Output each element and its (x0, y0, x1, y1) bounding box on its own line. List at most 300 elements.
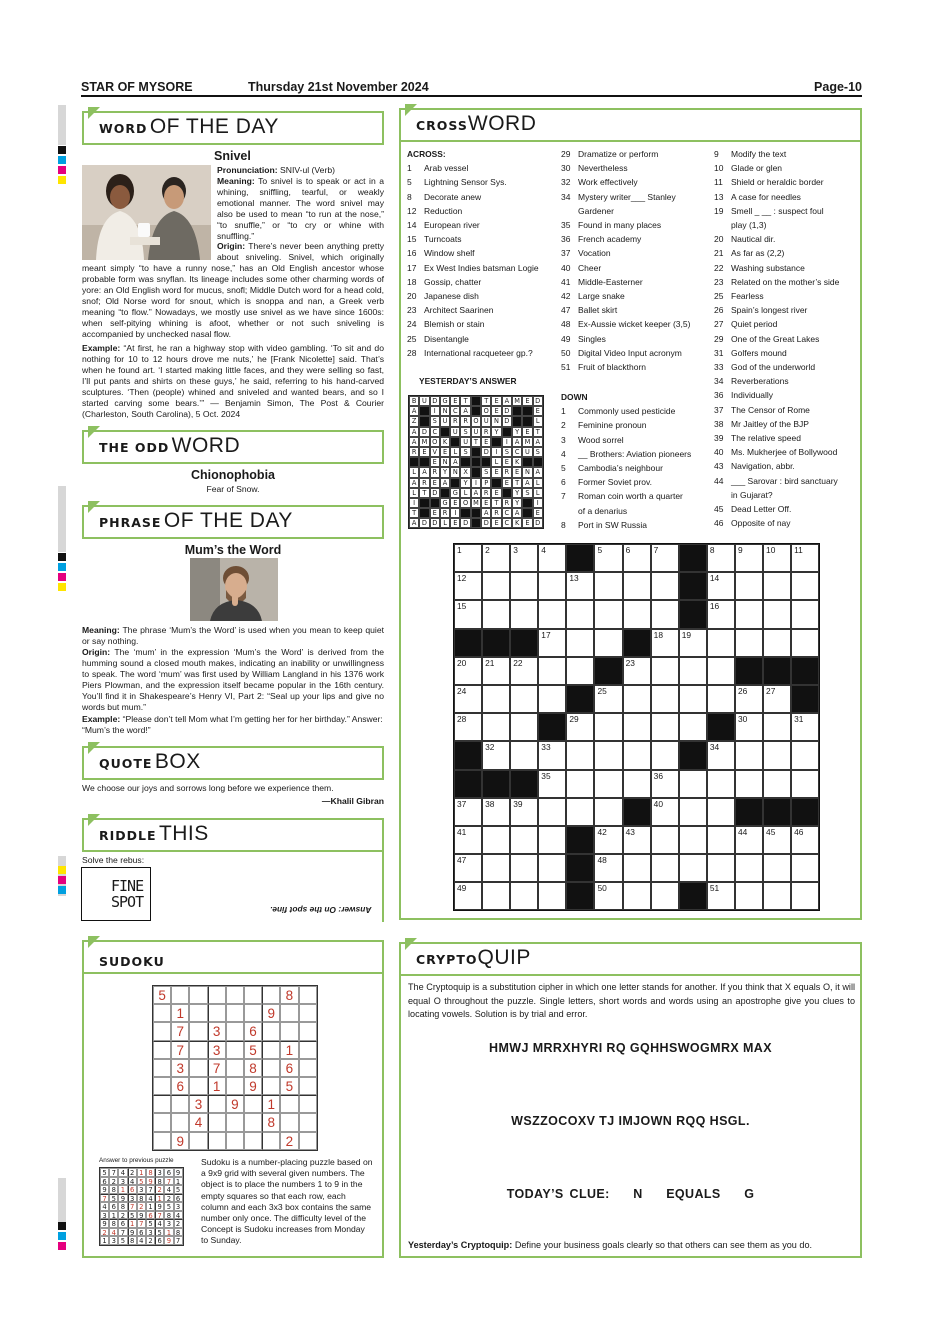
cell-number: 13 (569, 573, 579, 584)
phrase-title: Mum’s the Word (184, 543, 282, 557)
sudoku-grid[interactable] (152, 985, 318, 1151)
crossword-cell[interactable] (651, 741, 679, 769)
sudoku-cell[interactable] (189, 1077, 207, 1095)
crossword-cell[interactable] (651, 600, 679, 628)
crossword-cell[interactable] (454, 657, 482, 685)
crossword-cell[interactable] (735, 826, 763, 854)
sudoku-cell[interactable] (262, 1077, 280, 1095)
crossword-cell[interactable] (454, 544, 482, 572)
crossword-cell[interactable] (510, 741, 538, 769)
crossword-cell[interactable] (623, 657, 651, 685)
crossword-cell[interactable] (651, 882, 679, 910)
crossword-cell[interactable] (791, 741, 819, 769)
clue-number: 37 (561, 248, 571, 259)
clue-number: 13 (714, 191, 724, 202)
crossword-cell[interactable] (763, 882, 791, 910)
crossword-cell[interactable] (594, 629, 622, 657)
sudoku-cell[interactable] (299, 1041, 317, 1059)
cell-number: 25 (597, 685, 607, 696)
crossword-cell[interactable] (454, 572, 482, 600)
sudoku-answer-cell: 8 (109, 1219, 118, 1228)
sudoku-cell[interactable] (226, 1059, 244, 1077)
crossword-black-cell (566, 685, 594, 713)
crossword-black-cell (623, 798, 651, 826)
crossword-cell[interactable] (735, 572, 763, 600)
answer-cell: K (440, 437, 450, 447)
margin-bar (58, 486, 66, 552)
crossword-cell[interactable] (510, 882, 538, 910)
answer-cell: C (502, 508, 512, 518)
cell-number: 1 (457, 545, 462, 555)
sudoku-cell[interactable] (189, 986, 207, 1004)
crossword-cell[interactable] (707, 685, 735, 713)
answer-cell: N (450, 467, 460, 477)
crossword-black-cell (538, 713, 566, 741)
crossword-cell[interactable] (791, 629, 819, 657)
sudoku-answer-cell: 7 (155, 1211, 164, 1220)
crossword-cell[interactable] (594, 685, 622, 713)
crossword-cell[interactable] (623, 741, 651, 769)
clue-text: Washing substance (731, 262, 805, 273)
answer-cell: C (450, 406, 460, 416)
crossword-cell[interactable] (763, 713, 791, 741)
sudoku-cell[interactable] (189, 1132, 207, 1150)
crossword-cell[interactable] (763, 770, 791, 798)
answer-cell: N (440, 406, 450, 416)
crossword-cell[interactable] (566, 600, 594, 628)
sudoku-cell[interactable] (226, 1022, 244, 1040)
sudoku-cell[interactable] (208, 1095, 226, 1113)
crossword-cell[interactable] (566, 770, 594, 798)
crossword-cell[interactable] (594, 826, 622, 854)
crossword-cell[interactable] (763, 544, 791, 572)
crossword-cell[interactable] (538, 770, 566, 798)
sudoku-cell: 5 (244, 1041, 262, 1059)
crossword-cell[interactable] (538, 600, 566, 628)
crossword-cell[interactable] (735, 882, 763, 910)
crossword-cell[interactable] (594, 572, 622, 600)
crossword-cell[interactable] (566, 798, 594, 826)
crossword-cell[interactable] (707, 544, 735, 572)
crossword-cell[interactable] (679, 770, 707, 798)
crossword-cell[interactable] (679, 657, 707, 685)
crossword-cell[interactable] (791, 826, 819, 854)
crossword-cell[interactable] (679, 629, 707, 657)
crossword-cell[interactable] (594, 854, 622, 882)
crossword-cell[interactable] (651, 685, 679, 713)
cell-number: 12 (457, 573, 467, 584)
sudoku-cell[interactable] (171, 1113, 189, 1131)
sudoku-cell[interactable] (280, 1022, 298, 1040)
sudoku-cell[interactable] (244, 1095, 262, 1113)
sudoku-cell[interactable] (299, 1004, 317, 1022)
crossword-cell[interactable] (482, 685, 510, 713)
sudoku-cell[interactable] (189, 1004, 207, 1022)
crossword-cell[interactable] (707, 629, 735, 657)
sudoku-answer-cell: 2 (155, 1185, 164, 1194)
sudoku-answer-cell: 9 (164, 1236, 173, 1245)
answer-cell: E (502, 478, 512, 488)
crossword-black-cell (566, 854, 594, 882)
clue-number: 32 (561, 177, 571, 188)
clue-item (714, 360, 859, 374)
crossword-cell[interactable] (510, 826, 538, 854)
crossword-cell[interactable] (763, 685, 791, 713)
crossword-cell[interactable] (454, 685, 482, 713)
word-example: Example: “At first, he ran a highway stop with video gambling. ‘To sit and do nothing for 10 to 12 hours drove me nuts,’ he [Frank Nicolette] said. That’s when he found art. ‘I started making little faces, and they were selling so fast, I’ll put pants and shirts on these guys,’ he said, referring to his hand-carved sculptures. ‘Then (people) whined and sniveled and wanted bears, and so I started carving some bears.’” — Benjamin Simon, The Post & Courier (Charleston, South Carolina), 5 Oct. 2024 (82, 343, 384, 419)
crossword-cell[interactable] (566, 713, 594, 741)
crossword-cell[interactable] (454, 600, 482, 628)
man-photo (190, 558, 278, 621)
sudoku-cell[interactable] (280, 1004, 298, 1022)
crossword-cell[interactable] (791, 600, 819, 628)
crossword-cell[interactable] (594, 600, 622, 628)
clue-item (407, 161, 557, 175)
sudoku-answer-cell: 3 (155, 1168, 164, 1177)
crossword-cell[interactable] (735, 741, 763, 769)
crossword-cell[interactable] (791, 882, 819, 910)
crossword-cell[interactable] (707, 657, 735, 685)
sudoku-cell[interactable] (244, 1004, 262, 1022)
clue-number: 47 (561, 305, 571, 316)
registration-mark (58, 876, 66, 884)
crossword-cell[interactable] (763, 572, 791, 600)
crossword-cell[interactable] (623, 854, 651, 882)
clue-number: 1 (561, 406, 566, 417)
crossword-cell[interactable] (594, 713, 622, 741)
sudoku-answer-cell: 2 (128, 1168, 137, 1177)
sudoku-answer-cell: 4 (128, 1177, 137, 1186)
yesterday-answer-label: YESTERDAY’S ANSWER (419, 376, 517, 386)
sudoku-header: SUDOKU (82, 940, 384, 974)
sudoku-cell[interactable] (208, 1004, 226, 1022)
crossword-black-cell (482, 770, 510, 798)
crossword-cell[interactable] (538, 854, 566, 882)
crossword-cell[interactable] (623, 882, 651, 910)
sudoku-answer-cell: 8 (109, 1185, 118, 1194)
sudoku-cell[interactable] (226, 1113, 244, 1131)
answer-cell: A (502, 396, 512, 406)
answer-black-cell (471, 518, 481, 528)
crossword-cell[interactable] (482, 572, 510, 600)
sudoku-cell[interactable] (226, 986, 244, 1004)
crossword-cell[interactable] (454, 798, 482, 826)
phrase-of-day-header: PHRASE OF THE DAY (82, 505, 384, 539)
crossword-cell[interactable] (735, 544, 763, 572)
crossword-black-cell (623, 629, 651, 657)
crossword-cell[interactable] (679, 798, 707, 826)
sudoku-answer-cell: 5 (155, 1228, 164, 1237)
clue-item (714, 502, 859, 516)
sudoku-cell[interactable] (226, 1041, 244, 1059)
crossword-cell[interactable] (510, 798, 538, 826)
sudoku-cell[interactable] (226, 1004, 244, 1022)
crossword-cell[interactable] (566, 572, 594, 600)
clue-item (407, 332, 557, 346)
sudoku-cell[interactable] (189, 1041, 207, 1059)
sudoku-cell[interactable] (262, 986, 280, 1004)
sudoku-cell[interactable] (189, 1059, 207, 1077)
sudoku-cell[interactable] (280, 1113, 298, 1131)
crossword-cell[interactable] (623, 713, 651, 741)
crossword-cell[interactable] (538, 741, 566, 769)
cell-number: 24 (457, 685, 467, 696)
crossword-cell[interactable] (482, 826, 510, 854)
crossword-cell[interactable] (623, 685, 651, 713)
crossword-cell[interactable] (510, 544, 538, 572)
sudoku-cell[interactable] (171, 1095, 189, 1113)
sudoku-cell[interactable] (189, 1022, 207, 1040)
cell-number: 3 (513, 545, 518, 555)
crossword-cell[interactable] (651, 770, 679, 798)
sudoku-cell[interactable] (262, 1132, 280, 1150)
crossword-cell[interactable] (482, 713, 510, 741)
crossword-cell[interactable] (482, 798, 510, 826)
crossword-cell[interactable] (623, 544, 651, 572)
sudoku-cell[interactable] (299, 1059, 317, 1077)
sudoku-cell[interactable] (299, 1022, 317, 1040)
crossword-cell[interactable] (763, 600, 791, 628)
sudoku-cell[interactable] (262, 1022, 280, 1040)
answer-cell: T (512, 478, 522, 488)
crossword-cell[interactable] (482, 882, 510, 910)
crossword-cell[interactable] (538, 798, 566, 826)
crossword-cell[interactable] (482, 657, 510, 685)
crossword-cell[interactable] (510, 657, 538, 685)
crossword-cell[interactable] (707, 741, 735, 769)
crossword-cell[interactable] (454, 882, 482, 910)
sudoku-cell[interactable] (299, 1095, 317, 1113)
riddle-prompt: Solve the rebus: (82, 855, 145, 865)
clue-item (714, 346, 859, 360)
answer-cell: Y (460, 478, 470, 488)
crossword-cell[interactable] (763, 741, 791, 769)
crossword-cell[interactable] (763, 854, 791, 882)
clue-text: Turncoats (424, 234, 462, 245)
crossword-black-cell (454, 770, 482, 798)
clue-item (561, 504, 711, 518)
crossword-cell[interactable] (707, 572, 735, 600)
clue-text: Ms. Mukherjee of Bollywood (731, 447, 838, 458)
clue-number: 38 (714, 418, 724, 429)
clue-text: Lightning Sensor Sys. (424, 177, 507, 188)
crossword-cell[interactable] (482, 854, 510, 882)
sudoku-cell[interactable] (244, 986, 262, 1004)
crossword-cell[interactable] (651, 544, 679, 572)
crossword-cell[interactable] (651, 572, 679, 600)
crossword-cell[interactable] (566, 629, 594, 657)
crossword-cell[interactable] (594, 770, 622, 798)
sudoku-cell[interactable] (153, 1077, 171, 1095)
answer-cell: A (419, 467, 429, 477)
crossword-cell[interactable] (454, 826, 482, 854)
crossword-cell[interactable] (594, 741, 622, 769)
down-clues-col3 (714, 147, 859, 530)
crossword-cell[interactable] (707, 600, 735, 628)
sudoku-answer-cell: 9 (100, 1219, 109, 1228)
crossword-cell[interactable] (623, 826, 651, 854)
answer-cell: R (502, 467, 512, 477)
crossword-cell[interactable] (538, 572, 566, 600)
crossword-cell[interactable] (538, 544, 566, 572)
sudoku-cell[interactable] (262, 1041, 280, 1059)
answer-black-cell (522, 406, 532, 416)
crossword-cell[interactable] (679, 713, 707, 741)
sudoku-answer-cell: 1 (155, 1194, 164, 1203)
crossword-cell[interactable] (594, 544, 622, 572)
crossword-cell[interactable] (791, 544, 819, 572)
registration-mark (58, 563, 66, 571)
crossword-cell[interactable] (651, 826, 679, 854)
crossword-cell[interactable] (538, 826, 566, 854)
sudoku-cell[interactable] (299, 1132, 317, 1150)
crossword-cell[interactable] (735, 600, 763, 628)
sudoku-cell[interactable] (280, 1095, 298, 1113)
crossword-cell[interactable] (482, 600, 510, 628)
crossword-cell[interactable] (763, 629, 791, 657)
clue-number: 5 (407, 177, 412, 188)
crossword-cell[interactable] (679, 826, 707, 854)
answer-cell: E (491, 406, 501, 416)
crossword-cell[interactable] (763, 826, 791, 854)
crossword-cell[interactable] (623, 770, 651, 798)
crossword-cell[interactable] (623, 572, 651, 600)
cell-number: 44 (737, 826, 748, 837)
crossword-cell[interactable] (454, 854, 482, 882)
answer-cell: K (512, 457, 522, 467)
clue-item (714, 246, 859, 260)
crossword-cell[interactable] (510, 713, 538, 741)
crossword-cell[interactable] (651, 713, 679, 741)
crossword-cell[interactable] (482, 741, 510, 769)
sudoku-cell[interactable] (208, 986, 226, 1004)
answer-cell: T (471, 437, 481, 447)
sudoku-cell[interactable] (244, 1113, 262, 1131)
crossword-cell[interactable] (707, 882, 735, 910)
sudoku-cell[interactable] (153, 1095, 171, 1113)
crossword-cell[interactable] (707, 854, 735, 882)
crossword-cell[interactable] (594, 798, 622, 826)
crossword-cell[interactable] (679, 685, 707, 713)
crossword-cell[interactable] (651, 854, 679, 882)
crossword-cell[interactable] (735, 854, 763, 882)
crossword-cell[interactable] (707, 826, 735, 854)
clue-item (714, 303, 859, 317)
clue-item (561, 332, 711, 346)
crossword-cell[interactable] (538, 882, 566, 910)
crossword-cell[interactable] (594, 882, 622, 910)
crossword-cell[interactable] (735, 770, 763, 798)
answer-cell: L (460, 488, 470, 498)
answer-cell: R (481, 488, 491, 498)
sudoku-cell[interactable] (244, 1132, 262, 1150)
clue-text: Roman coin worth a quarter (578, 491, 683, 502)
answer-cell: X (460, 467, 470, 477)
sudoku-cell[interactable] (262, 1059, 280, 1077)
crossword-black-cell (679, 882, 707, 910)
crossword-black-cell (679, 544, 707, 572)
crossword-cell[interactable] (510, 572, 538, 600)
answer-cell: A (450, 457, 460, 467)
answer-cell: U (419, 396, 429, 406)
answer-cell: T (481, 396, 491, 406)
crossword-black-cell (679, 741, 707, 769)
sudoku-cell[interactable] (153, 1022, 171, 1040)
crossword-cell[interactable] (623, 600, 651, 628)
answer-cell: L (409, 488, 419, 498)
crossword-cell[interactable] (538, 629, 566, 657)
answer-cell: I (450, 508, 460, 518)
crossword-cell[interactable] (651, 629, 679, 657)
sudoku-cell[interactable] (153, 1004, 171, 1022)
sudoku-cell[interactable] (208, 1132, 226, 1150)
answer-cell: I (409, 498, 419, 508)
sudoku-cell[interactable] (171, 986, 189, 1004)
answer-cell: I (430, 406, 440, 416)
clue-text: Middle-Easterner (578, 276, 643, 287)
crossword-cell[interactable] (735, 713, 763, 741)
crossword-cell[interactable] (791, 854, 819, 882)
answer-cell: A (533, 437, 543, 447)
clue-text: Large snake (578, 291, 625, 302)
crossword-cell[interactable] (791, 572, 819, 600)
crossword-cell[interactable] (566, 657, 594, 685)
crossword-cell[interactable] (735, 629, 763, 657)
crossword-cell[interactable] (707, 770, 735, 798)
sudoku-cell[interactable] (153, 1132, 171, 1150)
sudoku-cell[interactable] (299, 986, 317, 1004)
sudoku-cell[interactable] (226, 1132, 244, 1150)
sudoku-cell[interactable] (153, 1059, 171, 1077)
sudoku-cell[interactable] (208, 1113, 226, 1131)
todays-clue: TODAY’S CLUE: N EQUALS G (506, 1187, 755, 1201)
crossword-cell[interactable] (791, 713, 819, 741)
crossword-black-cell (482, 629, 510, 657)
crossword-cell[interactable] (510, 854, 538, 882)
crossword-cell[interactable] (791, 770, 819, 798)
crossword-cell[interactable] (510, 600, 538, 628)
crossword-cell[interactable] (538, 685, 566, 713)
registration-mark (58, 553, 66, 561)
crossword-cell[interactable] (651, 798, 679, 826)
crossword-cell[interactable] (735, 685, 763, 713)
crossword-black-cell (566, 826, 594, 854)
sudoku-cell[interactable] (299, 1077, 317, 1095)
sudoku-cell[interactable] (153, 1113, 171, 1131)
crossword-cell[interactable] (538, 657, 566, 685)
sudoku-answer-cell: 6 (146, 1211, 155, 1220)
crossword-cell[interactable] (482, 544, 510, 572)
answer-cell: M (522, 437, 532, 447)
clue-number: 16 (407, 248, 417, 259)
crossword-cell[interactable] (679, 854, 707, 882)
clue-number: 43 (714, 461, 724, 472)
clue-number: 44 (714, 475, 724, 486)
sudoku-cell: 7 (171, 1022, 189, 1040)
crossword-cell[interactable] (566, 741, 594, 769)
crossword-grid[interactable] (453, 543, 820, 911)
crossword-cell[interactable] (454, 713, 482, 741)
sudoku-cell[interactable] (153, 1041, 171, 1059)
sudoku-cell[interactable] (226, 1077, 244, 1095)
crossword-cell[interactable] (707, 798, 735, 826)
sudoku-cell[interactable] (299, 1113, 317, 1131)
sudoku-cell: 3 (189, 1095, 207, 1113)
crossword-cell[interactable] (651, 657, 679, 685)
sudoku-answer-cell: 2 (174, 1219, 183, 1228)
crossword-cell[interactable] (510, 685, 538, 713)
answer-cell: G (440, 396, 450, 406)
